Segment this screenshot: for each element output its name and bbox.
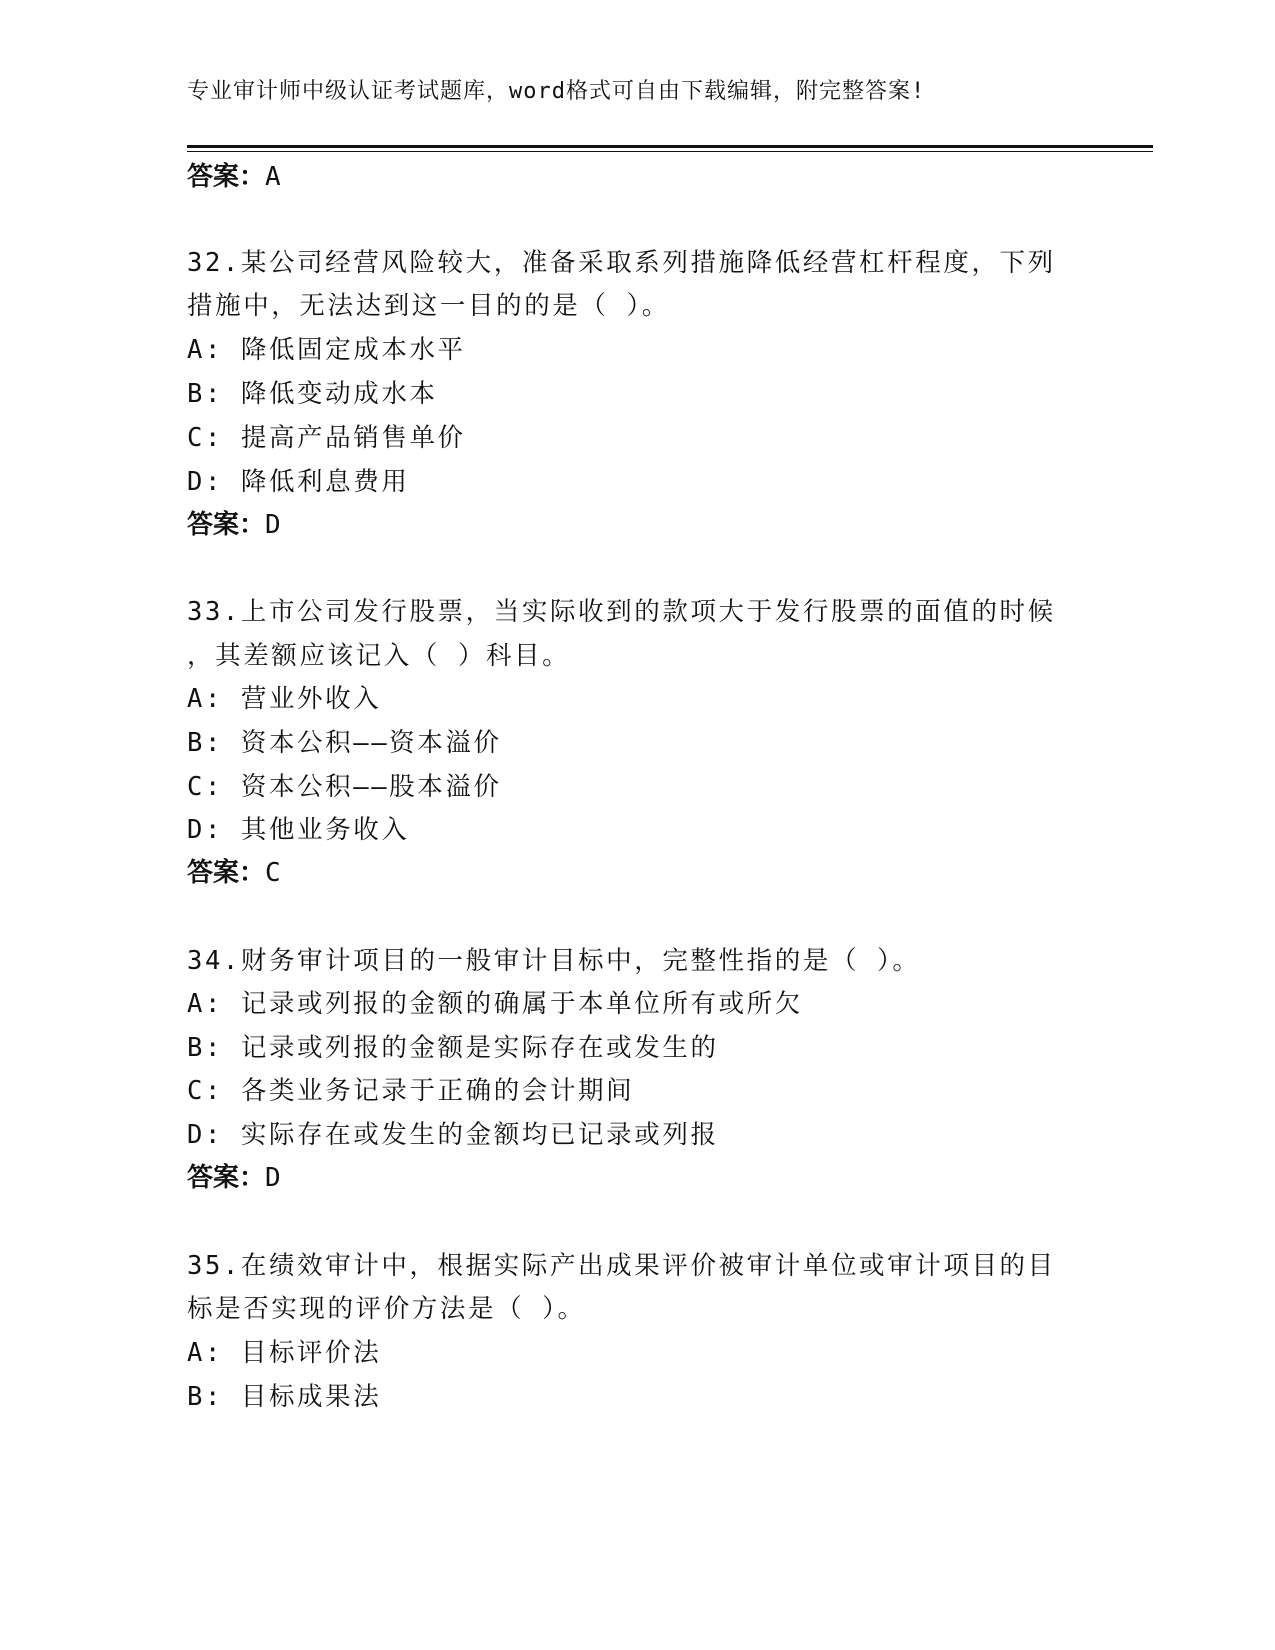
answer-line (187, 856, 281, 890)
option-d: D: 降低利息费用 (187, 467, 410, 497)
answer-label: 答案： (187, 1163, 266, 1193)
answer-line (187, 160, 281, 194)
option-b: B: 目标成果法 (187, 1382, 382, 1412)
answer-value: A (265, 162, 281, 192)
page-header: 专业审计师中级认证考试题库，word格式可自由下载编辑，附完整答案! (187, 79, 926, 104)
answer-label: 答案： (187, 510, 266, 540)
answer-label: 答案： (187, 858, 266, 888)
option-c: C: 各类业务记录于正确的会计期间 (187, 1076, 635, 1106)
option-a: A: 目标评价法 (187, 1338, 382, 1368)
option-d: D: 其他业务收入 (187, 815, 410, 845)
question-stem: 35.在绩效审计中，根据实际产出成果评价被审计单位或审计项目的目 (187, 1251, 1056, 1281)
option-b: B: 降低变动成水本 (187, 379, 438, 409)
question-stem: 标是否实现的评价方法是（ ）。 (187, 1294, 586, 1324)
question-stem: 措施中，无法达到这一目的的是（ ）。 (187, 291, 670, 321)
option-a: A: 记录或列报的金额的确属于本单位所有或所欠 (187, 989, 803, 1019)
option-a: A: 降低固定成本水平 (187, 335, 466, 365)
option-c: C: 提高产品销售单价 (187, 423, 466, 453)
answer-line (187, 508, 281, 542)
option-b: B: 资本公积——资本溢价 (187, 728, 502, 758)
question-stem: 34.财务审计项目的一般审计目标中，完整性指的是（ ）。 (187, 946, 921, 976)
question-stem: 33.上市公司发行股票，当实际收到的款项大于发行股票的面值的时候 (187, 597, 1056, 627)
header-rule-thick (187, 145, 1153, 148)
answer-value: D (265, 1163, 281, 1193)
option-d: D: 实际存在或发生的金额均已记录或列报 (187, 1120, 719, 1150)
option-a: A: 营业外收入 (187, 684, 382, 714)
answer-line (187, 1161, 281, 1195)
answer-value: C (265, 858, 281, 888)
header-rule-thin (187, 151, 1153, 152)
question-stem: 32.某公司经营风险较大，准备采取系列措施降低经营杠杆程度，下列 (187, 248, 1056, 278)
answer-label: 答案： (187, 162, 266, 192)
option-c: C: 资本公积——股本溢价 (187, 772, 502, 802)
option-b: B: 记录或列报的金额是实际存在或发生的 (187, 1033, 719, 1063)
answer-value: D (265, 510, 281, 540)
question-stem: ，其差额应该记入（ ）科目。 (187, 641, 571, 671)
